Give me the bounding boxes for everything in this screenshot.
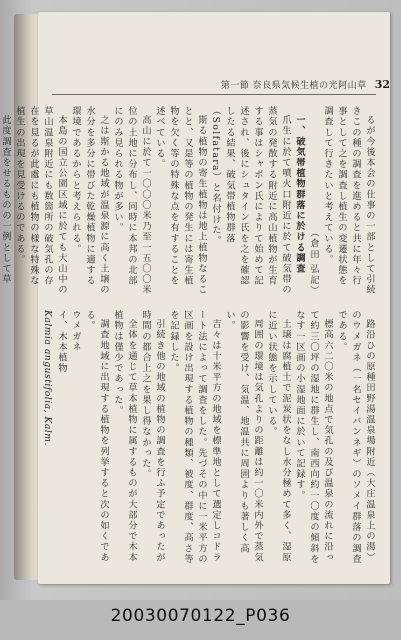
header-rule xyxy=(52,94,376,95)
text-column: 周囲の環境は気孔よりの距離は約一〇米内外で蒸気の影響を受け、気温、地温共に周囲よりも著しく高い。 xyxy=(224,310,263,563)
text-column: 爪生に於て噴火口附近に於て破気帯の蒸気の発散する附近に高山植物が生育する事はシャボン氏によりて始めて記述され、後にシュタイン氏を之を確認したる結果、破気帯植物群落（Solfatara）と名付けた。 xyxy=(210,106,291,296)
text-column: ウメガネ xyxy=(70,310,81,353)
text-column: 斯る植物の寄生植物は地上植物なることと、又是等の植物の発生には寄生植物を欠く等の特殊な点を有することを述べている。 xyxy=(154,106,207,296)
scientific-name: Kalmia angustifolia, Kalm. xyxy=(42,310,53,446)
running-header xyxy=(192,76,390,92)
text-column: 之は斯かる地域が温泉源に高く土壌の水分を多分に帯びた乾燥植物に適する環境であるからと考えられる。 xyxy=(70,106,109,296)
section-heading: 一、破気帯植物群落に於ける調査 xyxy=(294,115,305,275)
lower-text-band xyxy=(42,310,376,566)
document-page xyxy=(0,12,390,584)
page-number: 32 xyxy=(374,77,390,91)
text-column: るが今後本会の仕事の一部として引続きこの種の調査を進めると共に年々行事として之を調査し植生の変遷状態を調査して行きたいと考えている。 xyxy=(322,106,375,296)
text-column: 全体を通じて草本植物に属するものが大部分で木本植物は僅少であった。 xyxy=(112,310,137,563)
text-column: 此度調査をせるものの一例として草 xyxy=(0,115,11,285)
text-column: 土壌は腐植土で泥炭状をなし水分極めて多く、湿原に近い状態を示している。 xyxy=(266,310,291,563)
header-title: 第一節 奈良県気候生植の光阿山草 xyxy=(220,80,367,91)
text-column: 吉々は十米平方の地域を標準地として選定しコドラート法によって調査をした。先づその中に一米平方の区画を設け出現する植物の種類、被度、群度、高さ等を記録した。 xyxy=(168,310,221,565)
text-column: 路沿ひの原種田野湯温泉場附近（大庄温泉上の湯）のウメガネ（一名セイバンネギ）のソメイ群落の調査である。 xyxy=(336,310,375,565)
text-column: イ、木本植物 xyxy=(56,310,67,374)
text-column: 高山に於て一〇〇〇米乃至一五〇〇米位の土地に分布し、同時に本邦の北部にのみ見られる物が多い。 xyxy=(112,106,151,296)
text-column: 引続き他の地域の植物の調査を行ふ予定であったが時間の都合上之を果し得なかった。 xyxy=(140,310,165,563)
text-column: 標高六二〇米の地点で気孔の及び温泉の流れに沿って約三〇坪の湿地に群生し、南西向約一〇度の傾斜をなす一区画の小湿地面に於いて記録す。 xyxy=(294,310,333,565)
text-column: 調査地域に出現する植物を列挙すると次の如くである。 xyxy=(84,310,109,563)
author-note: （倉田 弘記） xyxy=(308,228,319,296)
archive-id-label: 20030070122_P036 xyxy=(110,606,291,626)
upper-text-band xyxy=(0,106,376,296)
text-column: 本島の国立公園区域に於ても大山中の草山温泉附近にも数箇所の破気孔の存在を見るが此處にも植物の様な特殊な植生の出現を見受けるのである。 xyxy=(14,106,67,296)
